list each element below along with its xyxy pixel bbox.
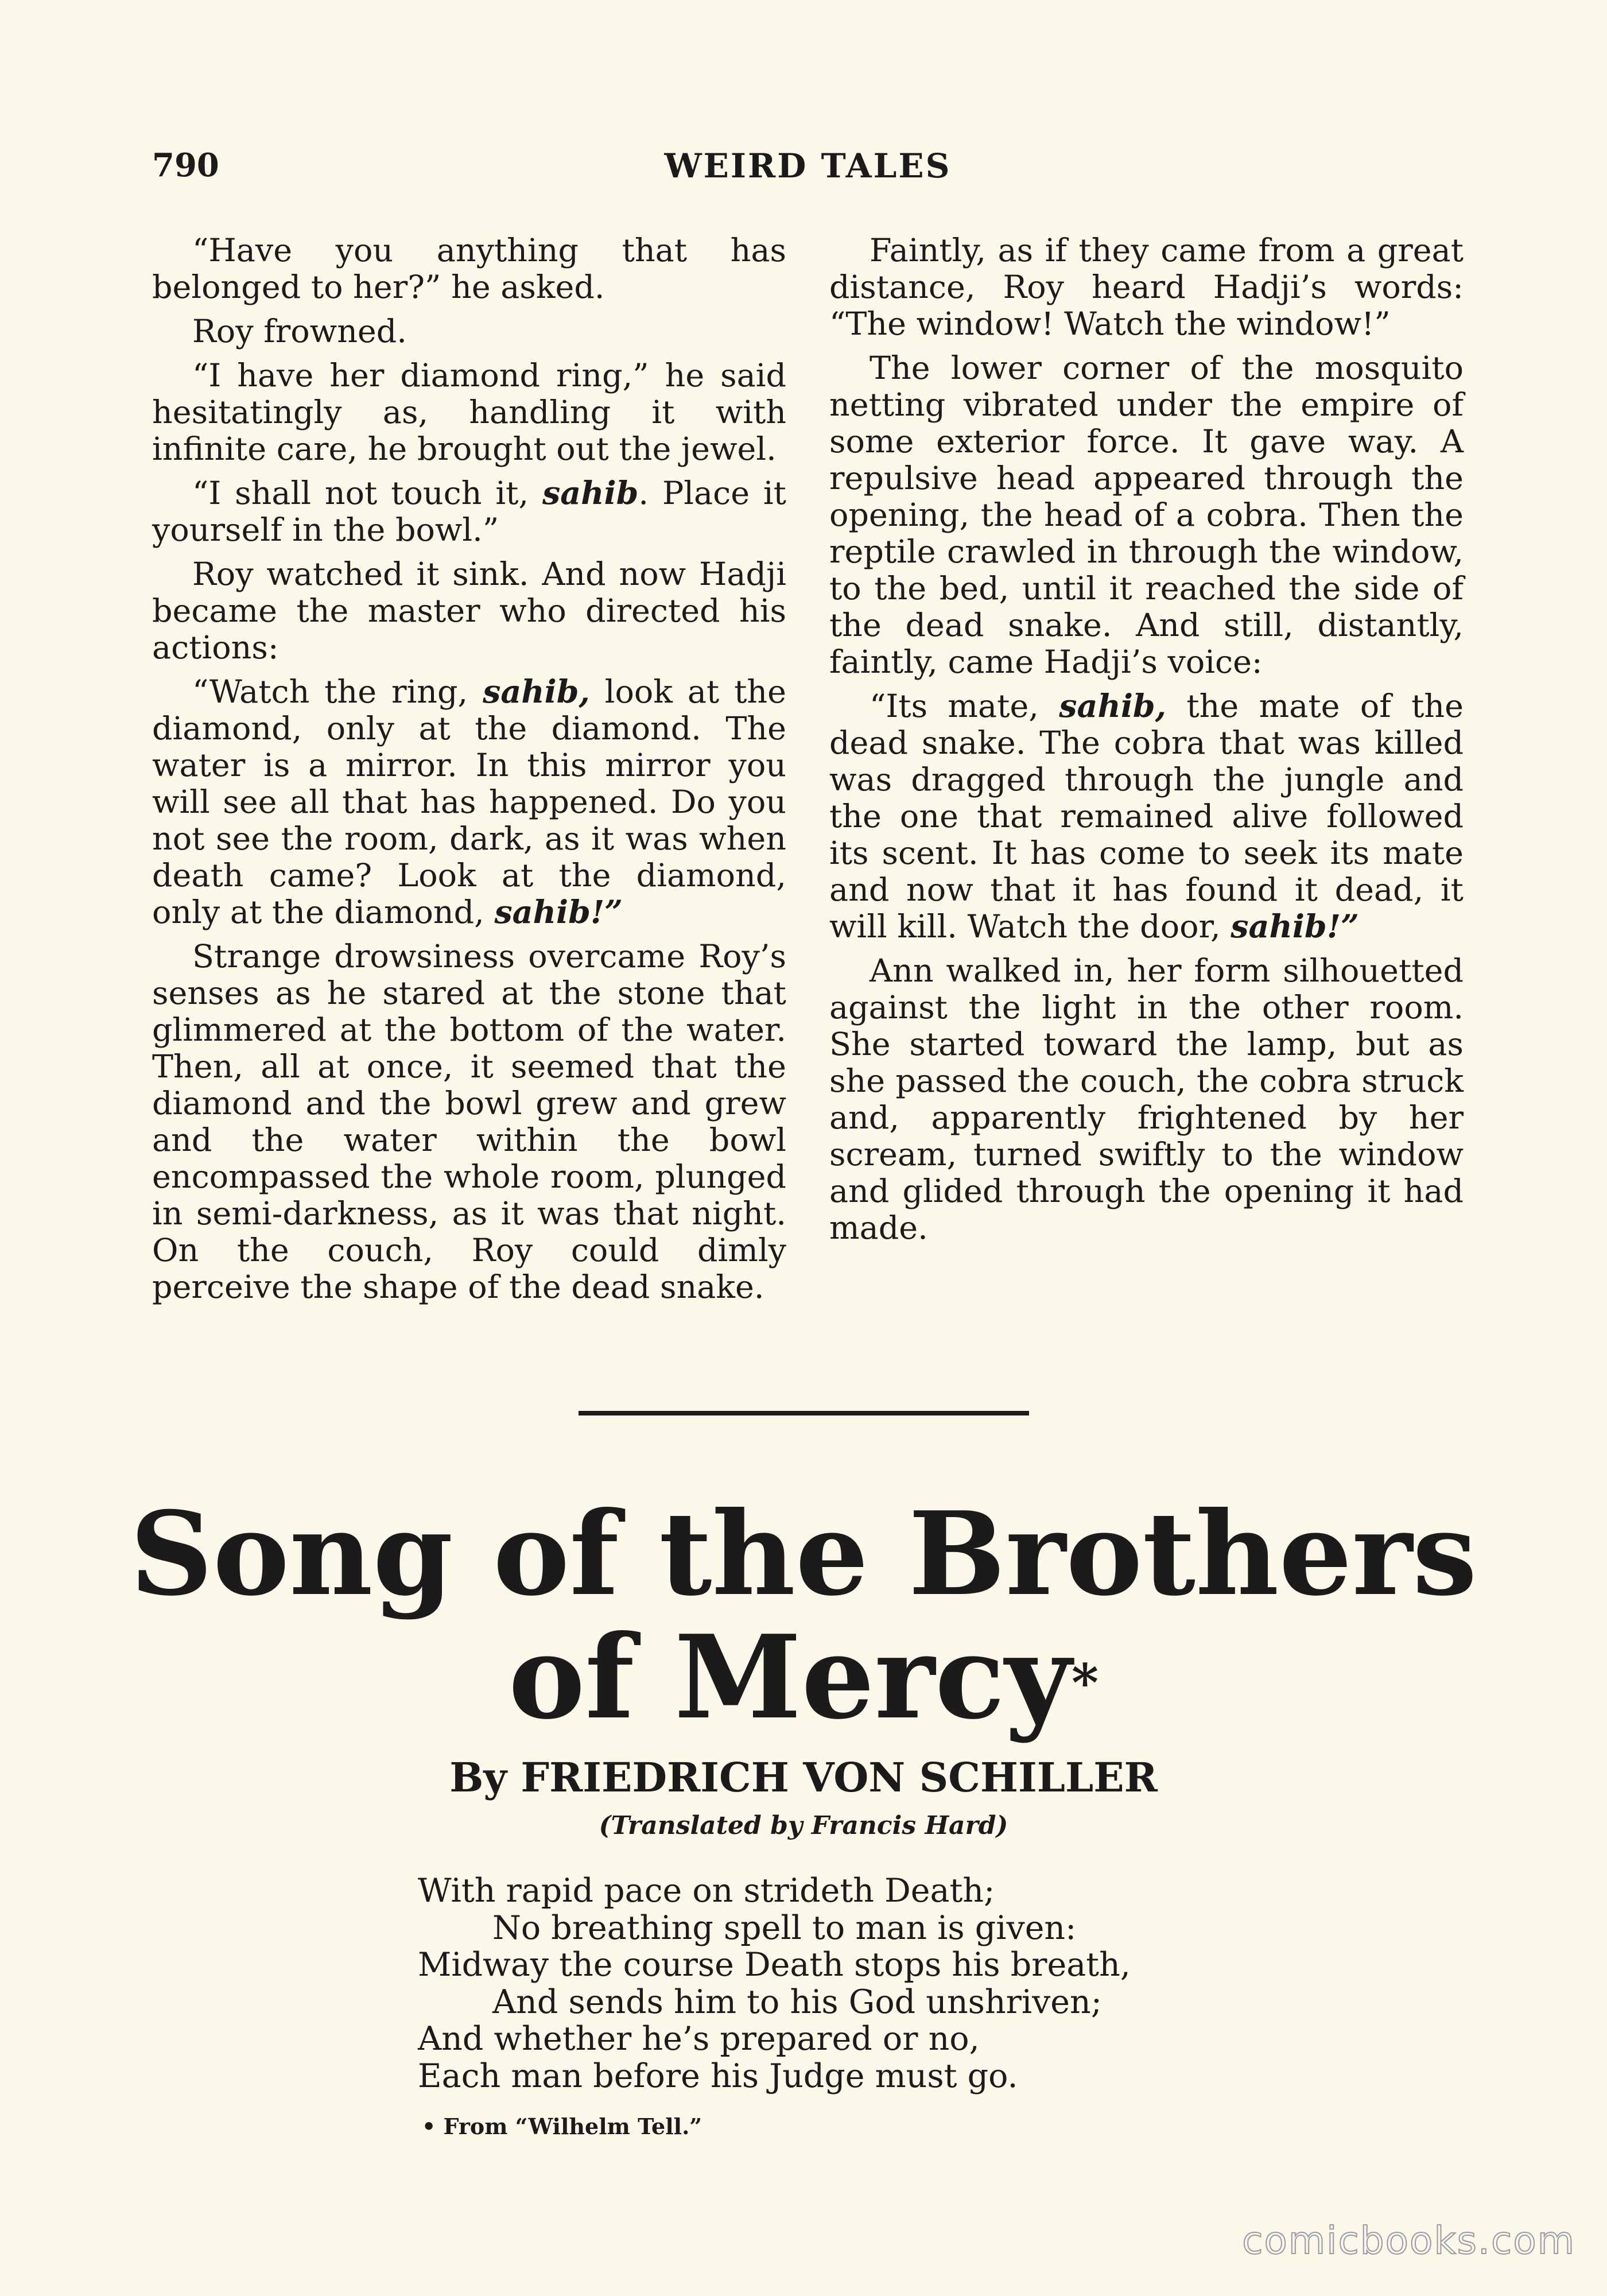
paragraph	[829, 350, 1464, 681]
italic-text: sahib!”	[1231, 908, 1359, 945]
running-head	[152, 146, 1464, 192]
text-run: the mate of the dead snake. The cobra that was killed was dragged through the jungle and the one that remained alive followed its scent. It has come to seek its mate and now that it has found it dead, it will kill. Watch the door,	[829, 688, 1464, 945]
text-run: . Place it yourself in the bowl.”	[152, 475, 786, 549]
author-byline: By FRIEDRICH VON SCHILLER	[449, 1754, 1158, 1801]
story-title-line-1: Song of the Brothers	[130, 1487, 1477, 1622]
text-run: Roy frowned.	[192, 313, 407, 350]
paragraph	[152, 232, 786, 306]
italic-text: sahib!”	[494, 894, 623, 931]
text-run: Ann walked in, her form silhouetted against the light in the other room. She started toward the lamp, but as she passed the couch, the cobra struck and, apparently frightened by her scream, turned swiftly to the window and glided through the opening it had made.	[829, 952, 1464, 1247]
translator-credit: (Translated by Francis Hard)	[599, 1811, 1008, 1840]
text-run: look at the diamond, only at the diamond. The water is a mirror. In this mirror you will see all that has happened. Do you not see the room, dark, as it was when death came? Look at the diamond, only at the diamond,	[152, 673, 787, 931]
text-run: “I shall not touch it,	[192, 475, 542, 512]
poem-line: No breathing spell to man is given:	[492, 1909, 1077, 1947]
site-watermark: comicbooks.com	[1242, 2219, 1575, 2263]
italic-text: sahib,	[1059, 688, 1167, 725]
paragraph	[152, 674, 786, 931]
paragraph	[152, 358, 786, 468]
story-title-line-2-text: of Mercy	[508, 1610, 1072, 1745]
story-title	[115, 1487, 1492, 1745]
page-number: 790	[152, 146, 219, 184]
footnote-marker: *	[1071, 1653, 1099, 1713]
text-run: “Watch the ring,	[192, 673, 483, 711]
poem	[418, 1872, 1393, 2095]
story-column-right	[829, 232, 1464, 1254]
story-column-left	[152, 232, 786, 1313]
italic-text: sahib	[542, 475, 639, 512]
paragraph	[152, 938, 786, 1306]
story-title-line-2	[115, 1610, 1492, 1745]
paragraph	[152, 313, 786, 350]
paragraph	[152, 556, 786, 666]
poem-line: And whether he’s prepared or no,	[418, 2020, 980, 2058]
text-run: Strange drowsiness overcame Roy’s senses as he stared at the stone that glimmered at the bottom of the water. Then, all at once, it seemed that the diamond and the bowl grew and grew and the water within the bowl encompassed the whole room, plunged in semi-darkness, as it was that night. On the couch, Roy could dimly perceive the shape of the dead snake.	[152, 938, 786, 1306]
text-run: “I have her diamond ring,” he said hesitatingly as, handling it with infinite care, he brought out the jewel.	[152, 357, 786, 468]
text-run: Roy watched it sink. And now Hadji became the master who directed his actions:	[152, 556, 786, 666]
italic-text: sahib,	[483, 673, 590, 711]
paragraph	[829, 688, 1464, 945]
text-run: Faintly, as if they came from a great distance, Roy heard Hadji’s words: “The window! Watch the window!”	[829, 232, 1464, 343]
text-run: “Have you anything that has belonged to her?” he asked.	[152, 232, 786, 306]
text-run: The lower corner of the mosquito netting vibrated under the empire of some exterior force. It gave way. A repulsive head appeared through the opening, the head of a cobra. Then the reptile crawled in through the window, to the bed, until it reached the side of the dead snake. And still, distantly, faintly, came Hadji’s voice:	[829, 350, 1464, 681]
magazine-title: WEIRD TALES	[664, 146, 952, 185]
poem-line: Midway the course Death stops his breath,	[418, 1946, 1131, 1984]
section-divider	[579, 1411, 1029, 1415]
text-run: “Its mate,	[870, 688, 1059, 725]
poem-line: And sends him to his God unshriven;	[492, 1983, 1102, 2021]
paragraph	[829, 953, 1464, 1247]
paragraph	[152, 475, 786, 549]
poem-line: Each man before his Judge must go.	[418, 2057, 1018, 2095]
poem-line: With rapid pace on strideth Death;	[418, 1872, 995, 1910]
paragraph	[829, 232, 1464, 343]
footnote: • From “Wilhelm Tell.”	[422, 2113, 702, 2139]
